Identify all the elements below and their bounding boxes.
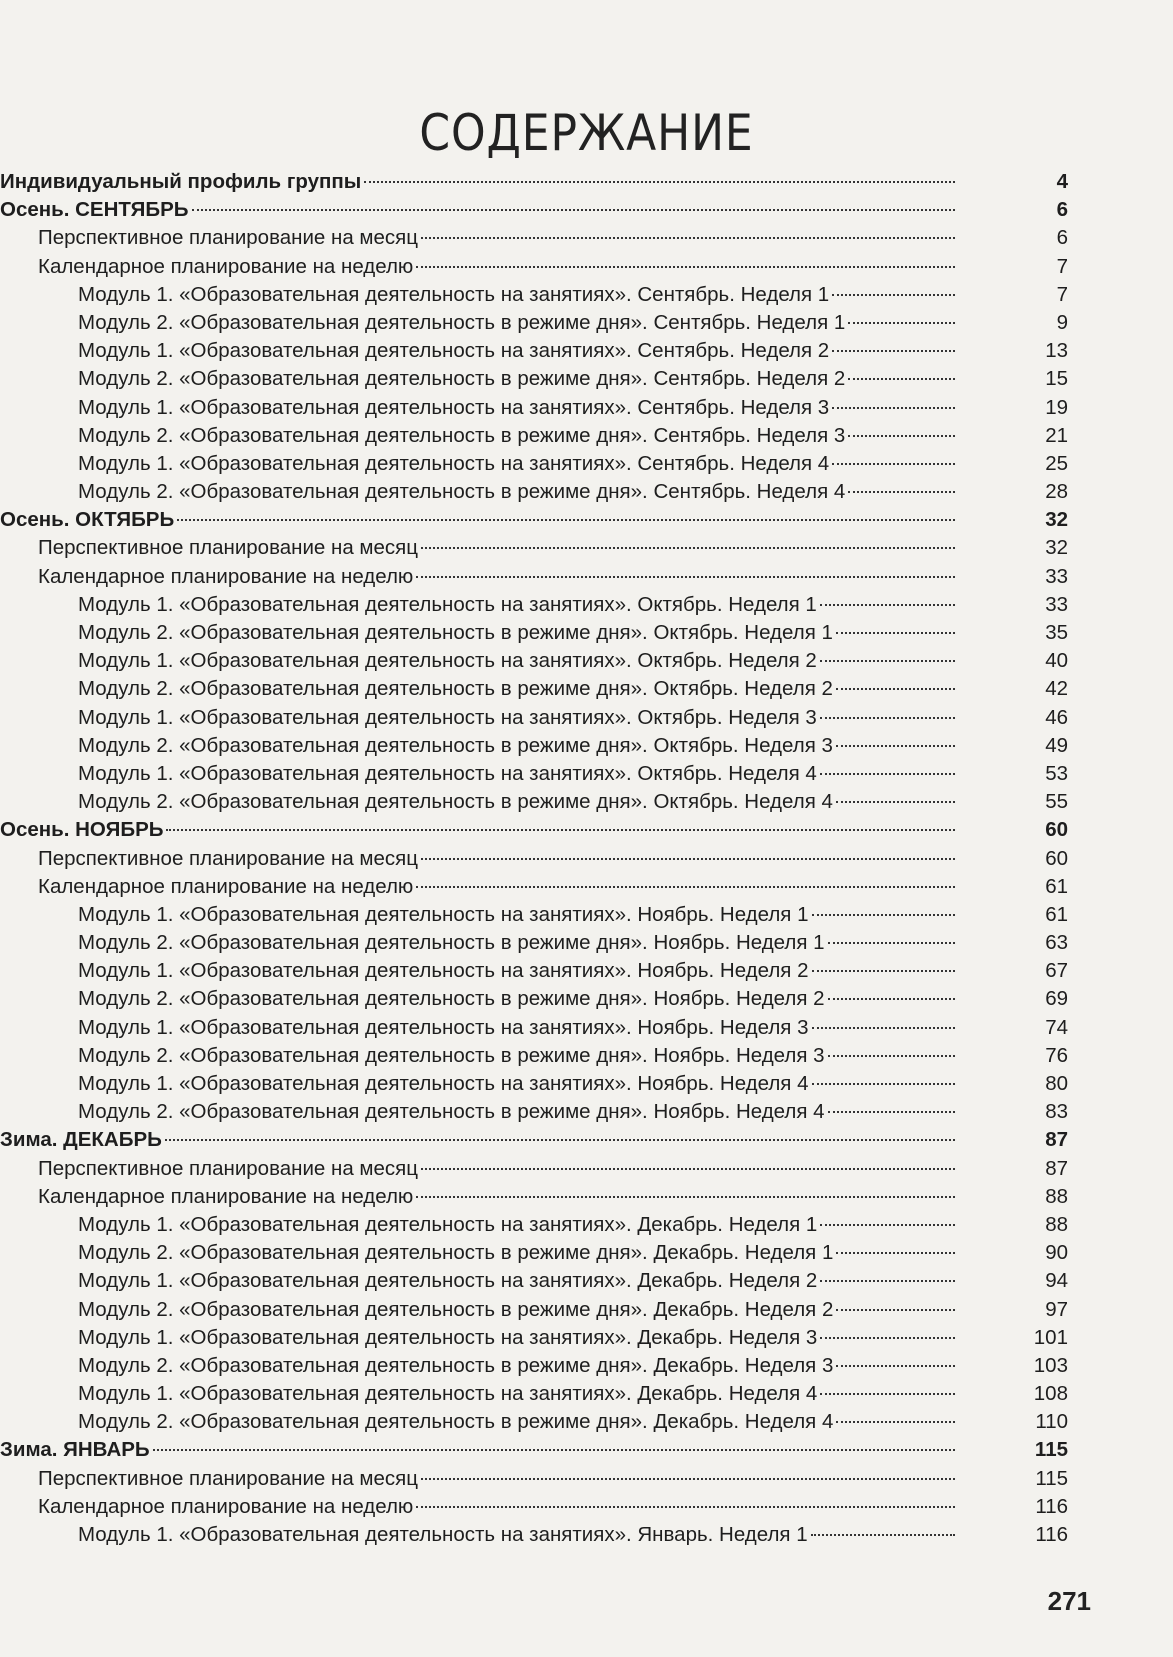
- toc-entry-title: Модуль 2. «Образовательная деятельность в режиме дня». Ноябрь. Неделя 4: [78, 1100, 825, 1124]
- toc-entry: [0, 1155, 1173, 1183]
- toc-entry-title: Модуль 2. «Образовательная деятельность в режиме дня». Ноябрь. Неделя 3: [78, 1043, 825, 1067]
- toc-entry-title: Модуль 1. «Образовательная деятельность на занятиях». Сентябрь. Неделя 2: [78, 339, 830, 363]
- toc-entry-title: Перспективное планирование на месяц: [38, 846, 419, 870]
- dot-leader: [836, 1309, 955, 1311]
- toc-page-number: 108: [1033, 1382, 1068, 1406]
- toc-page-number: 6: [1056, 226, 1068, 250]
- toc-page-number: 9: [1056, 310, 1068, 334]
- toc-section-heading: [0, 506, 1173, 534]
- toc-entry: [0, 534, 1173, 562]
- toc-entry: [0, 394, 1173, 422]
- toc-entry-title: Модуль 1. «Образовательная деятельность на занятиях». Сентябрь. Неделя 3: [78, 395, 830, 419]
- toc-page-number: 67: [1045, 959, 1068, 983]
- toc-entry: [0, 929, 1173, 957]
- dot-leader: [828, 1055, 955, 1057]
- toc-entry: [0, 1493, 1173, 1521]
- dot-leader: [820, 773, 955, 775]
- toc-page-number: 25: [1045, 451, 1068, 475]
- dot-leader: [836, 1252, 955, 1254]
- toc-entry: [0, 647, 1173, 675]
- dot-leader: [832, 350, 955, 352]
- toc-entry: [0, 1014, 1173, 1042]
- dot-leader: [812, 1083, 956, 1085]
- dot-leader: [848, 322, 955, 324]
- dot-leader: [812, 970, 956, 972]
- toc-entry: [0, 1521, 1173, 1549]
- toc-page-number: 60: [1045, 818, 1068, 842]
- toc-entry-title: Модуль 2. «Образовательная деятельность в режиме дня». Ноябрь. Неделя 1: [78, 931, 825, 955]
- toc-entry-title: Модуль 2. «Образовательная деятельность в режиме дня». Октябрь. Неделя 1: [78, 621, 833, 644]
- dot-leader: [820, 717, 955, 719]
- dot-leader: [836, 1365, 955, 1367]
- toc-entry-title: Модуль 1. «Образовательная деятельность на занятиях». Ноябрь. Неделя 3: [78, 1015, 809, 1039]
- dot-leader: [836, 632, 955, 634]
- dot-leader: [416, 576, 955, 578]
- toc-entry-title: Перспективное планирование на месяц: [38, 226, 419, 250]
- toc-page-number: 61: [1045, 902, 1068, 926]
- toc-page-number: 103: [1033, 1353, 1068, 1377]
- toc-page-number: 13: [1045, 339, 1068, 363]
- toc-entry: [0, 901, 1173, 929]
- toc-page-number: 55: [1045, 790, 1068, 814]
- dot-leader: [421, 547, 955, 549]
- toc-page-number: 80: [1045, 1072, 1068, 1095]
- dot-leader: [836, 801, 955, 803]
- toc-entry-title: Индивидуальный профиль группы: [0, 170, 362, 193]
- dot-leader: [812, 914, 956, 916]
- toc-entry-title: Модуль 2. «Образовательная деятельность в режиме дня». Октябрь. Неделя 2: [78, 677, 833, 701]
- dot-leader: [820, 660, 955, 662]
- toc-entry-title: Зима. ДЕКАБРЬ: [0, 1128, 162, 1152]
- toc-page-number: 19: [1045, 395, 1068, 419]
- dot-leader: [177, 519, 955, 521]
- toc-entry: [0, 478, 1173, 506]
- toc-entry-title: Зима. ЯНВАРЬ: [0, 1438, 150, 1462]
- toc-entry-title: Календарное планирование на неделю: [38, 874, 414, 898]
- dot-leader: [828, 942, 955, 944]
- toc-section-heading: [0, 1126, 1173, 1154]
- toc-entry-title: Модуль 2. «Образовательная деятельность в режиме дня». Декабрь. Неделя 4: [78, 1410, 834, 1434]
- toc-entry-title: Модуль 1. «Образовательная деятельность на занятиях». Декабрь. Неделя 1: [78, 1212, 818, 1236]
- toc-entry: [0, 224, 1173, 252]
- toc-entry-title: Модуль 1. «Образовательная деятельность на занятиях». Октябрь. Неделя 1: [78, 592, 817, 616]
- toc-entry-title: Модуль 2. «Образовательная деятельность в режиме дня». Декабрь. Неделя 3: [78, 1353, 834, 1377]
- toc-entry: [0, 732, 1173, 760]
- toc-entry: [0, 450, 1173, 478]
- toc-entry: [0, 281, 1173, 309]
- toc-page-number: 87: [1045, 1128, 1068, 1152]
- toc-entry: [0, 1296, 1173, 1324]
- dot-leader: [416, 1196, 955, 1198]
- toc-page-number: 42: [1045, 677, 1068, 701]
- toc-entry: [0, 253, 1173, 281]
- toc-page-number: 88: [1045, 1212, 1068, 1236]
- toc-entry-title: Модуль 2. «Образовательная деятельность в режиме дня». Сентябрь. Неделя 3: [78, 423, 846, 447]
- toc-entry-title: Модуль 1. «Образовательная деятельность на занятиях». Ноябрь. Неделя 4: [78, 1072, 809, 1095]
- page-title: СОДЕРЖАНИЕ: [419, 104, 754, 162]
- toc-entry-title: Модуль 2. «Образовательная деятельность в режиме дня». Октябрь. Неделя 3: [78, 733, 833, 757]
- toc-entry-title: Модуль 2. «Образовательная деятельность в режиме дня». Декабрь. Неделя 1: [78, 1241, 834, 1265]
- dot-leader: [820, 604, 955, 606]
- dot-leader: [416, 266, 955, 268]
- toc-section-heading: [0, 196, 1173, 224]
- toc-entry: [0, 1239, 1173, 1267]
- toc-entry: [0, 675, 1173, 703]
- dot-leader: [836, 1421, 955, 1423]
- toc-page-number: 116: [1035, 1494, 1068, 1518]
- toc-page-number: 83: [1045, 1100, 1068, 1124]
- toc-entry: [0, 337, 1173, 365]
- toc-section-heading: [0, 1436, 1173, 1464]
- toc-page-number: 116: [1035, 1523, 1068, 1546]
- toc-entry: [0, 1267, 1173, 1295]
- dot-leader: [421, 858, 955, 860]
- toc-page-number: 115: [1034, 1438, 1068, 1462]
- toc-entry-title: Модуль 2. «Образовательная деятельность в режиме дня». Сентябрь. Неделя 4: [78, 480, 846, 504]
- dot-leader: [848, 378, 955, 380]
- toc-entry: [0, 1408, 1173, 1436]
- dot-leader: [192, 209, 955, 211]
- toc-section-heading: [0, 168, 1173, 196]
- toc-entry-title: Модуль 2. «Образовательная деятельность в режиме дня». Декабрь. Неделя 2: [78, 1297, 834, 1321]
- toc-entry-title: Модуль 1. «Образовательная деятельность на занятиях». Октябрь. Неделя 3: [78, 705, 817, 729]
- toc-page-number: 110: [1035, 1410, 1068, 1434]
- toc-entry: [0, 591, 1173, 619]
- toc-entry-title: Модуль 1. «Образовательная деятельность на занятиях». Январь. Неделя 1: [78, 1523, 808, 1546]
- toc-entry-title: Осень. НОЯБРЬ: [0, 818, 164, 842]
- toc-page-number: 32: [1045, 536, 1068, 560]
- dot-leader: [828, 998, 955, 1000]
- toc-section-heading: [0, 816, 1173, 844]
- toc-entry-title: Модуль 1. «Образовательная деятельность на занятиях». Октябрь. Неделя 4: [78, 761, 817, 785]
- toc-entry: [0, 1042, 1173, 1070]
- dot-leader: [820, 1224, 955, 1226]
- toc-page-number: 35: [1045, 621, 1068, 644]
- dot-leader: [416, 886, 955, 888]
- toc-page-number: 21: [1045, 423, 1068, 447]
- dot-leader: [153, 1449, 955, 1451]
- toc-entry: [0, 1352, 1173, 1380]
- toc-entry-title: Календарное планирование на неделю: [38, 1184, 414, 1208]
- toc-entry: [0, 1324, 1173, 1352]
- dot-leader: [848, 435, 955, 437]
- toc-entry-title: Модуль 1. «Образовательная деятельность на занятиях». Сентябрь. Неделя 1: [78, 282, 830, 306]
- toc-entry-title: Модуль 1. «Образовательная деятельность на занятиях». Декабрь. Неделя 4: [78, 1382, 818, 1406]
- toc-entry-title: Модуль 1. «Образовательная деятельность на занятиях». Ноябрь. Неделя 2: [78, 959, 809, 983]
- toc-page-number: 90: [1045, 1241, 1068, 1265]
- toc-page-number: 97: [1045, 1297, 1068, 1321]
- dot-leader: [828, 1111, 955, 1113]
- toc-entry: [0, 1211, 1173, 1239]
- table-of-contents: [0, 168, 1173, 1549]
- toc-entry: [0, 309, 1173, 337]
- dot-leader: [820, 1393, 955, 1395]
- dot-leader: [848, 491, 955, 493]
- toc-entry-title: Календарное планирование на неделю: [38, 1494, 414, 1518]
- toc-page-number: 49: [1045, 733, 1068, 757]
- toc-page-number: 46: [1045, 705, 1068, 729]
- toc-entry-title: Модуль 1. «Образовательная деятельность на занятиях». Октябрь. Неделя 2: [78, 649, 817, 673]
- toc-entry-title: Модуль 2. «Образовательная деятельность в режиме дня». Октябрь. Неделя 4: [78, 790, 833, 814]
- toc-entry-title: Осень. ОКТЯБРЬ: [0, 508, 175, 532]
- dot-leader: [820, 1280, 955, 1282]
- toc-page-number: 53: [1045, 761, 1068, 785]
- toc-entry: [0, 845, 1173, 873]
- toc-page-number: 33: [1045, 564, 1068, 588]
- toc-entry: [0, 873, 1173, 901]
- dot-leader: [836, 745, 955, 747]
- toc-page-number: 63: [1045, 931, 1068, 955]
- toc-page-number: 7: [1056, 254, 1068, 278]
- toc-page-number: 4: [1056, 170, 1068, 193]
- toc-entry-title: Осень. СЕНТЯБРЬ: [0, 198, 189, 222]
- dot-leader: [166, 829, 955, 831]
- toc-entry: [0, 365, 1173, 393]
- toc-page-number: 28: [1045, 480, 1068, 504]
- dot-leader: [811, 1534, 955, 1536]
- toc-page-number: 74: [1045, 1015, 1068, 1039]
- toc-page-number: 7: [1056, 282, 1068, 306]
- toc-entry: [0, 619, 1173, 647]
- toc-page-number: 6: [1056, 198, 1068, 222]
- toc-entry: [0, 1380, 1173, 1408]
- toc-entry: [0, 422, 1173, 450]
- toc-entry: [0, 1465, 1173, 1493]
- toc-entry-title: Модуль 2. «Образовательная деятельность в режиме дня». Ноябрь. Неделя 2: [78, 987, 825, 1011]
- toc-entry-title: Модуль 1. «Образовательная деятельность на занятиях». Ноябрь. Неделя 1: [78, 902, 809, 926]
- toc-entry-title: Модуль 1. «Образовательная деятельность на занятиях». Сентябрь. Неделя 4: [78, 451, 830, 475]
- toc-entry-title: Календарное планирование на неделю: [38, 564, 414, 588]
- dot-leader: [416, 1506, 955, 1508]
- toc-entry: [0, 1098, 1173, 1126]
- dot-leader: [421, 1478, 955, 1480]
- dot-leader: [836, 688, 955, 690]
- toc-page-number: 87: [1045, 1156, 1068, 1180]
- toc-entry-title: Перспективное планирование на месяц: [38, 536, 419, 560]
- dot-leader: [421, 237, 955, 239]
- dot-leader: [165, 1139, 955, 1141]
- dot-leader: [812, 1027, 956, 1029]
- toc-page-number: 115: [1035, 1466, 1068, 1490]
- toc-entry-title: Модуль 2. «Образовательная деятельность в режиме дня». Сентябрь. Неделя 1: [78, 310, 846, 334]
- toc-page-number: 15: [1045, 367, 1068, 391]
- toc-entry: [0, 957, 1173, 985]
- toc-entry: [0, 563, 1173, 591]
- toc-entry-title: Модуль 2. «Образовательная деятельность в режиме дня». Сентябрь. Неделя 2: [78, 367, 846, 391]
- dot-leader: [421, 1168, 955, 1170]
- toc-entry-title: Календарное планирование на неделю: [38, 254, 414, 278]
- toc-page-number: 40: [1045, 649, 1068, 673]
- toc-entry-title: Перспективное планирование на месяц: [38, 1156, 419, 1180]
- toc-entry-title: Модуль 1. «Образовательная деятельность на занятиях». Декабрь. Неделя 3: [78, 1325, 818, 1349]
- toc-page-number: 32: [1045, 508, 1068, 532]
- page-number: 271: [1047, 1586, 1091, 1616]
- dot-leader: [832, 407, 955, 409]
- toc-entry: [0, 704, 1173, 732]
- dot-leader: [364, 181, 955, 183]
- toc-entry: [0, 788, 1173, 816]
- toc-entry-title: Перспективное планирование на месяц: [38, 1466, 419, 1490]
- toc-page-number: 94: [1045, 1269, 1068, 1293]
- toc-page-number: 69: [1045, 987, 1068, 1011]
- toc-entry: [0, 1183, 1173, 1211]
- dot-leader: [832, 463, 955, 465]
- toc-page-number: 101: [1033, 1325, 1068, 1349]
- toc-page-number: 76: [1045, 1043, 1068, 1067]
- toc-page-number: 61: [1045, 874, 1068, 898]
- dot-leader: [820, 1337, 955, 1339]
- dot-leader: [832, 294, 955, 296]
- toc-page-number: 60: [1045, 846, 1068, 870]
- toc-entry-title: Модуль 1. «Образовательная деятельность на занятиях». Декабрь. Неделя 2: [78, 1269, 818, 1293]
- toc-entry: [0, 1070, 1173, 1098]
- toc-entry: [0, 760, 1173, 788]
- toc-page-number: 88: [1045, 1184, 1068, 1208]
- toc-entry: [0, 985, 1173, 1013]
- toc-page-number: 33: [1045, 592, 1068, 616]
